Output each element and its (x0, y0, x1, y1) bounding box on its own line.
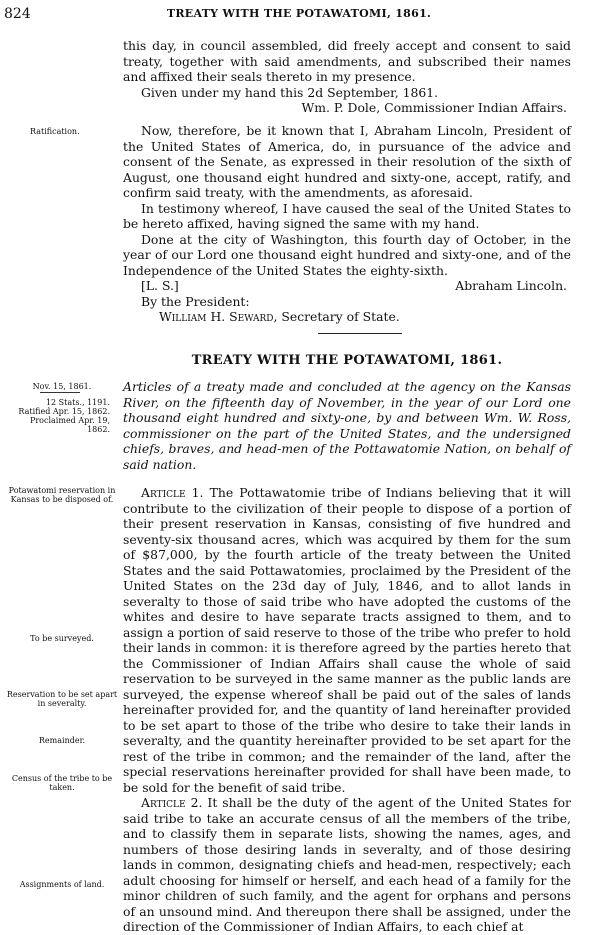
page-number: 824 (4, 6, 31, 22)
article-2-label: Article 2. (141, 795, 203, 810)
article-2 (123, 795, 571, 935)
articles-block (123, 485, 571, 935)
margin-proclaimed: Proclaimed Apr. 19, 1862. (29, 416, 110, 434)
margin-stats-citation: 12 Stats., 1191. (45, 398, 110, 407)
treaty-title: TREATY WITH THE POTAWATOMI, 1861. (191, 353, 503, 368)
seward-line (159, 309, 571, 325)
margin-severalty: Reservation to be set apart in severalty. (6, 690, 118, 708)
by-the-president: By the President: (141, 293, 250, 309)
council-paragraph: this day, in council assembled, did freely accept and consent to said treaty, together with said amendments, and subscribed their names and affixed their seals thereto in my presence. (123, 38, 571, 84)
page-header (4, 6, 594, 22)
ratification-paragraph: Now, therefore, be it known that I, Abraham Lincoln, President of the United States of America, do, in pursuance of the advice and consent of the Senate, as expressed in their resolution of the sixth of August, one thousand eight hundred and sixty-one, accept, ratify, and confirm said treaty, with the amendments, as aforesaid. (123, 123, 571, 200)
ratification-block (123, 123, 571, 325)
article-1-text: The Pottawatomie tribe of Indians believing that it will contribute to the civilization of their people to dispose of a portion of their present reservation in Kansas, consisting of five hundred and seventy-six thousand acres, which was acquired by them for the sum of $87,000, by the fourth article of the treaty between the United States and the said Pottawatomies, proclaimed by the President of the United States on the 23d day of July, 1846, and to allot lands in severalty to those of said tribe who have adopted the customs of the whites and desire to have separate tracts assigned to them, and to assign a portion of said reserve to those of the tribe who prefer to hold their lands in common: it is therefore agreed by the parties hereto that the Commissioner of Indian Affairs shall cause the whole of said reservation to be surveyed in the same manner as the public lands are surveyed, the expense whereof shall be paid out of the sales of lands hereinafter provided for, and the quantity of land hereinafter provided to be set apart to those of the tribe who desire to take their lands in severalty, and the quantity hereinafter provided to be set apart for the rest of the tribe in common; and the remainder of the land, after the special reservations hereinafter provided for shall have been made, to be sold for the benefit of said tribe. (123, 485, 571, 795)
margin-remainder: Remainder. (38, 736, 86, 745)
testimony-paragraph: In testimony whereof, I have caused the seal of the United States to be hereto affixed, having signed the same with my hand. (123, 200, 571, 231)
article-2-text: It shall be the duty of the agent of the United States for said tribe to take an accurate census of all the members of the tribe, and to classify them in separate lists, showing the names, ages, and numbers of those desiring lands in severalty, and of those desiring lands in common, designating chiefs and head-men, respectively; each adult choosing for himself or herself, and each head of a family for the minor children of such family, and the agent for orphans and persons of an unsound mind. And thereupon there shall be assigned, under the direction of the Commissioner of Indian Affairs, to each chief at (123, 795, 571, 934)
seward-title: , Secretary of State. (273, 309, 400, 324)
continuation-block (123, 38, 571, 116)
given-under-hand: Given under my hand this 2d September, 1861. (141, 84, 439, 100)
dole-signature: Wm. P. Dole, Commissioner Indian Affairs. (301, 100, 567, 115)
done-paragraph: Done at the city of Washington, this fourth day of October, in the year of our Lord one thousand eight hundred and sixty-one, and of the Independence of the United States the eighty-sixth. (123, 231, 571, 278)
margin-reservation: Potawatomi reservation in Kansas to be disposed of. (8, 486, 116, 504)
margin-ratified: Ratified Apr. 15, 1862. (18, 407, 110, 416)
seal-line (123, 278, 571, 294)
margin-surveyed: To be surveyed. (30, 634, 94, 643)
section-divider (318, 333, 402, 334)
treaty-preamble: Articles of a treaty made and concluded at the agency on the Kansas River, on the fifteenth day of November, in the year of our Lord one thousand eight hundred and sixty-one, by and between Wm. W. Ross, commissioner on the part of the United States, and the undersigned chiefs, braves, and head-men of the Pottawatomie Nation, on behalf of said nation. (123, 379, 571, 472)
article-1-label: Article 1. (141, 485, 204, 500)
margin-stats (10, 398, 110, 434)
margin-date-rule (40, 392, 80, 393)
lincoln-signature: Abraham Lincoln. (455, 278, 567, 293)
running-title: TREATY WITH THE POTAWATOMI, 1861. (166, 7, 432, 20)
seward-name: William H. Seward (159, 309, 274, 324)
margin-ratification: Ratification. (30, 127, 80, 136)
margin-census: Census of the tribe to be taken. (11, 774, 113, 792)
margin-assignments: Assignments of land. (19, 880, 105, 889)
margin-date: Nov. 15, 1861. (32, 382, 92, 391)
seal-mark: [L. S.] (141, 278, 179, 293)
article-1 (123, 485, 571, 795)
